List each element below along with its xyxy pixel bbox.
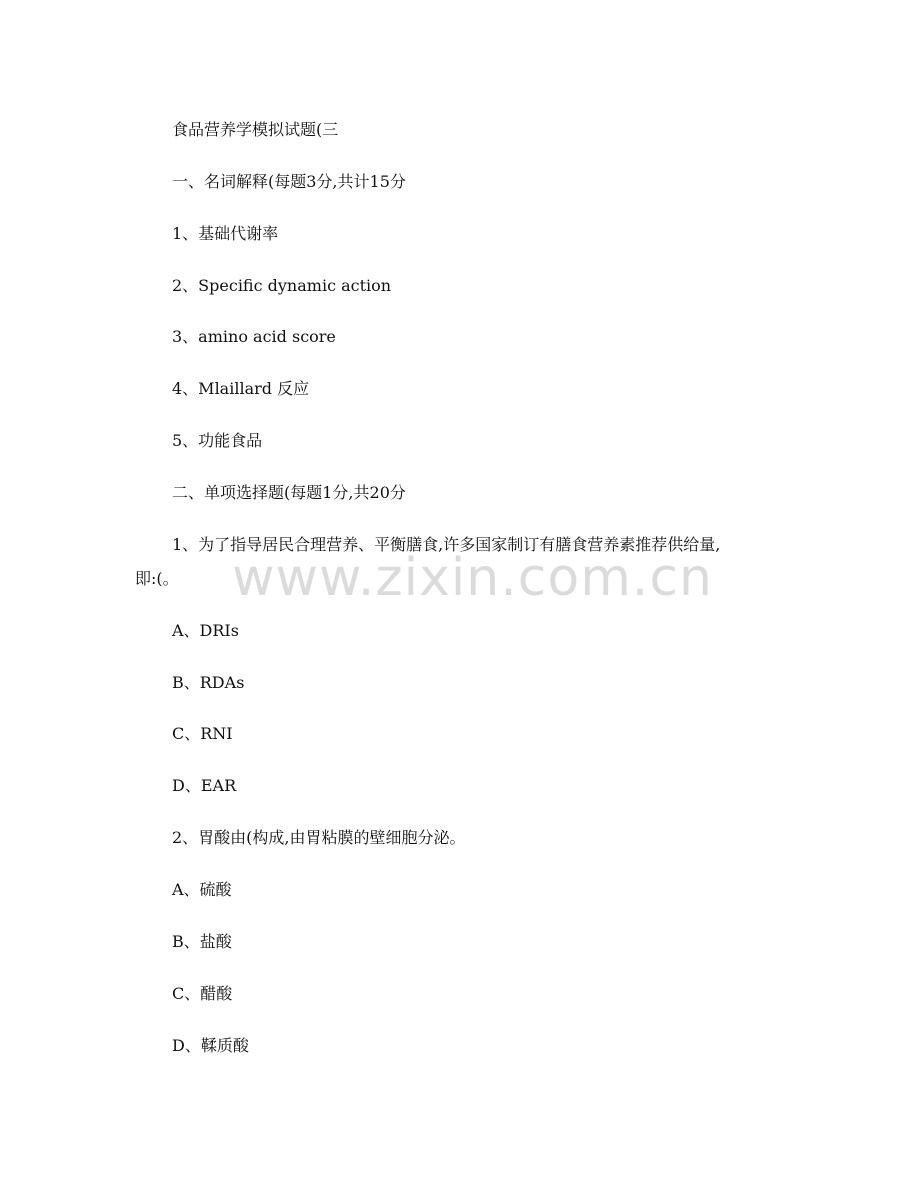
section1-heading: 一、名词解释(每题3分,共计15分: [172, 172, 406, 191]
document-title: 食品营养学模拟试题(三: [172, 120, 339, 139]
question-1-option-a: A、DRIs: [172, 621, 239, 640]
question-1-option-b: B、RDAs: [172, 673, 245, 692]
term-item: 4、Mlaillard 反应: [172, 379, 310, 398]
question-1-text-continued: 即:(。: [135, 569, 179, 588]
question-1-option-c: C、RNI: [172, 724, 233, 743]
question-2-option-b: B、盐酸: [172, 932, 232, 951]
question-1-text: 1、为了指导居民合理营养、平衡膳食,许多国家制订有膳食营养素推荐供给量,: [172, 535, 721, 554]
section2-heading: 二、单项选择题(每题1分,共20分: [172, 483, 406, 502]
term-item: 5、功能食品: [172, 431, 263, 450]
question-2-option-a: A、硫酸: [172, 880, 232, 899]
question-1-option-d: D、EAR: [172, 776, 237, 795]
question-2-text: 2、胃酸由(构成,由胃粘膜的壁细胞分泌。: [172, 828, 466, 847]
term-item: 2、Specific dynamic action: [172, 276, 392, 295]
term-item: 1、基础代谢率: [172, 224, 279, 243]
question-2-option-c: C、醋酸: [172, 984, 233, 1003]
question-2-option-d: D、鞣质酸: [172, 1036, 249, 1055]
term-item: 3、amino acid score: [172, 327, 336, 346]
watermark: www.zixin.com.cn: [232, 548, 713, 608]
